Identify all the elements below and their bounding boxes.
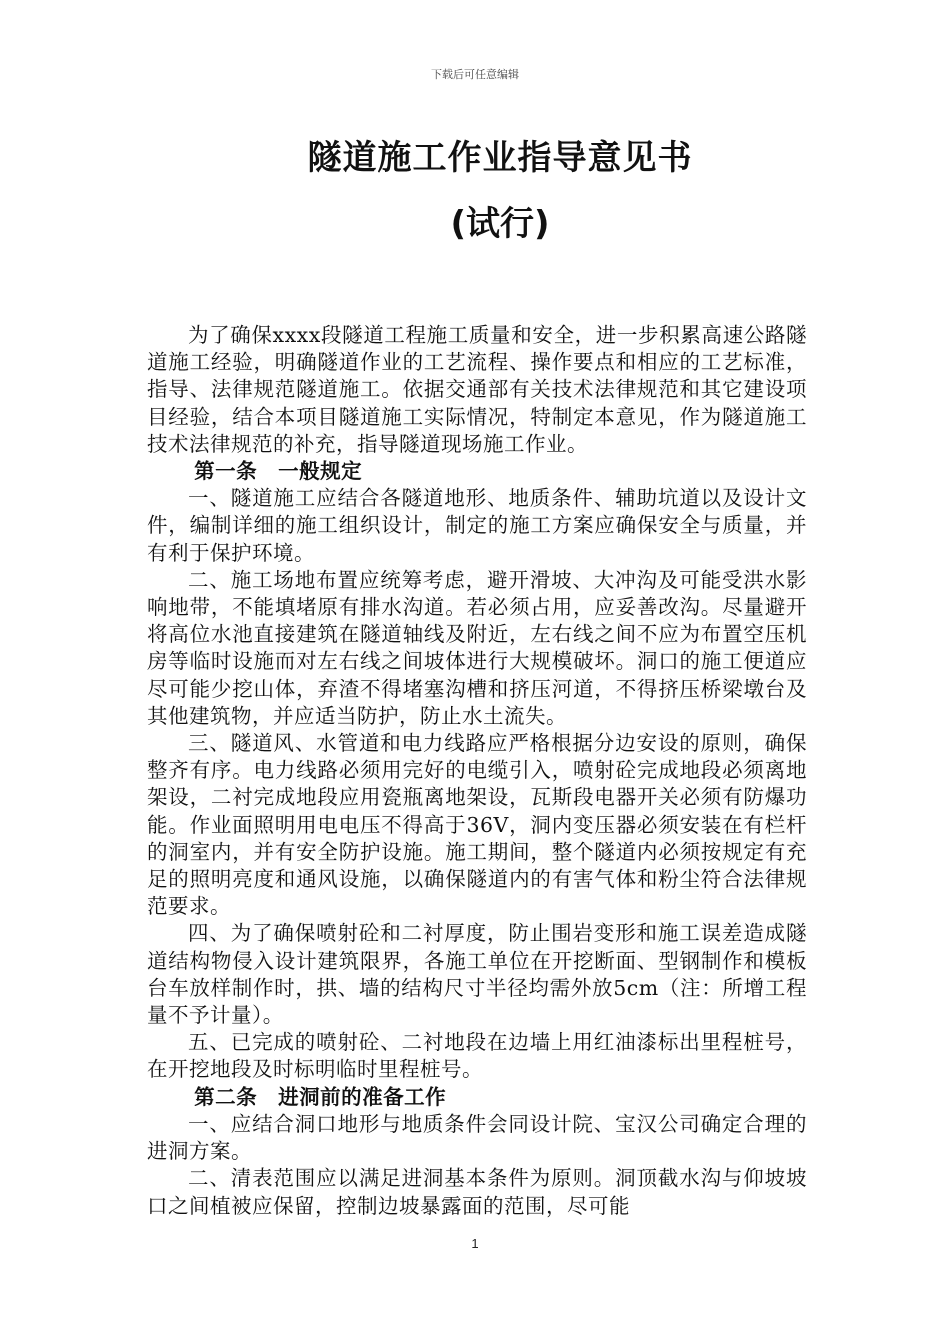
paragraph-2-1: 一、应结合洞口地形与地质条件会同设计院、宝汉公司确定合理的进洞方案。 [147,1111,807,1164]
paragraph-1-2: 二、施工场地布置应统筹考虑，避开滑坡、大冲沟及可能受洪水影响地带，不能填堵原有排水沟道。若必须占用，应妥善改沟。尽量避开将高位水池直接建筑在隧道轴线及附近，左右线之间不应为布置空压机房等临时设施而对左右线之间坡体进行大规模破坏。洞口的施工便道应尽可能少挖山体，弃渣不得堵塞沟槽和挤压河道，不得挤压桥梁墩台及其他建筑物，并应适当防护，防止水土流失。 [147,567,807,728]
document-title: 隧道施工作业指导意见书 [307,138,693,178]
paragraph-1-1: 一、隧道施工应结合各隧道地形、地质条件、辅助坑道以及设计文件，编制详细的施工组织设计，制定的施工方案应确保安全与质量，并有利于保护环境。 [147,486,807,565]
paragraph-1-3: 三、隧道风、水管道和电力线路应严格根据分边安设的原则，确保整齐有序。电力线路必须用完好的电缆引入，喷射砼完成地段必须离地架设，二衬完成地段应用瓷瓶离地架设，瓦斯段电器开关必须有防爆功能。作业面照明用电电压不得高于36V，洞内变压器必须安装在有栏杆的洞室内，并有安全防护设施。施工期间，整个隧道内必须按规定有充足的照明亮度和通风设施，以确保隧道内的有害气体和粉尘符合法律规范要求。 [147,731,807,919]
page-number: 1 [471,1236,479,1251]
document-subtitle: (试行) [450,204,550,244]
paragraph-1-4: 四、为了确保喷射砼和二衬厚度，防止围岩变形和施工误差造成隧道结构物侵入设计建筑限界，各施工单位在开挖断面、型钢制作和模板台车放样制作时，拱、墙的结构尺寸半径均需外放5cm（注：所增工程量不予计量）。 [147,921,807,1028]
document-body [147,322,807,1220]
section-heading-1: 第一条 一般规定 [194,459,363,484]
paragraph-2-2: 二、清表范围应以满足进洞基本条件为原则。洞顶截水沟与仰坡坡口之间植被应保留，控制边坡暴露面的范围，尽可能 [147,1166,807,1218]
paragraph-intro: 为了确保xxxx段隧道工程施工质量和安全，进一步积累高速公路隧道施工经验，明确隧道作业的工艺流程、操作要点和相应的工艺标准，指导、法律规范隧道施工。依据交通部有关技术法律规范和其它建设项目经验，结合本项目隧道施工实际情况，特制定本意见，作为隧道施工技术法律规范的补充，指导隧道现场施工作业。 [147,323,807,456]
section-heading-2: 第二条 进洞前的准备工作 [194,1084,447,1109]
page-header: 下载后可任意编辑 [431,68,519,81]
paragraph-1-5: 五、已完成的喷射砼、二衬地段在边墙上用红油漆标出里程桩号，在开挖地段及时标明临时里程桩号。 [147,1030,807,1082]
